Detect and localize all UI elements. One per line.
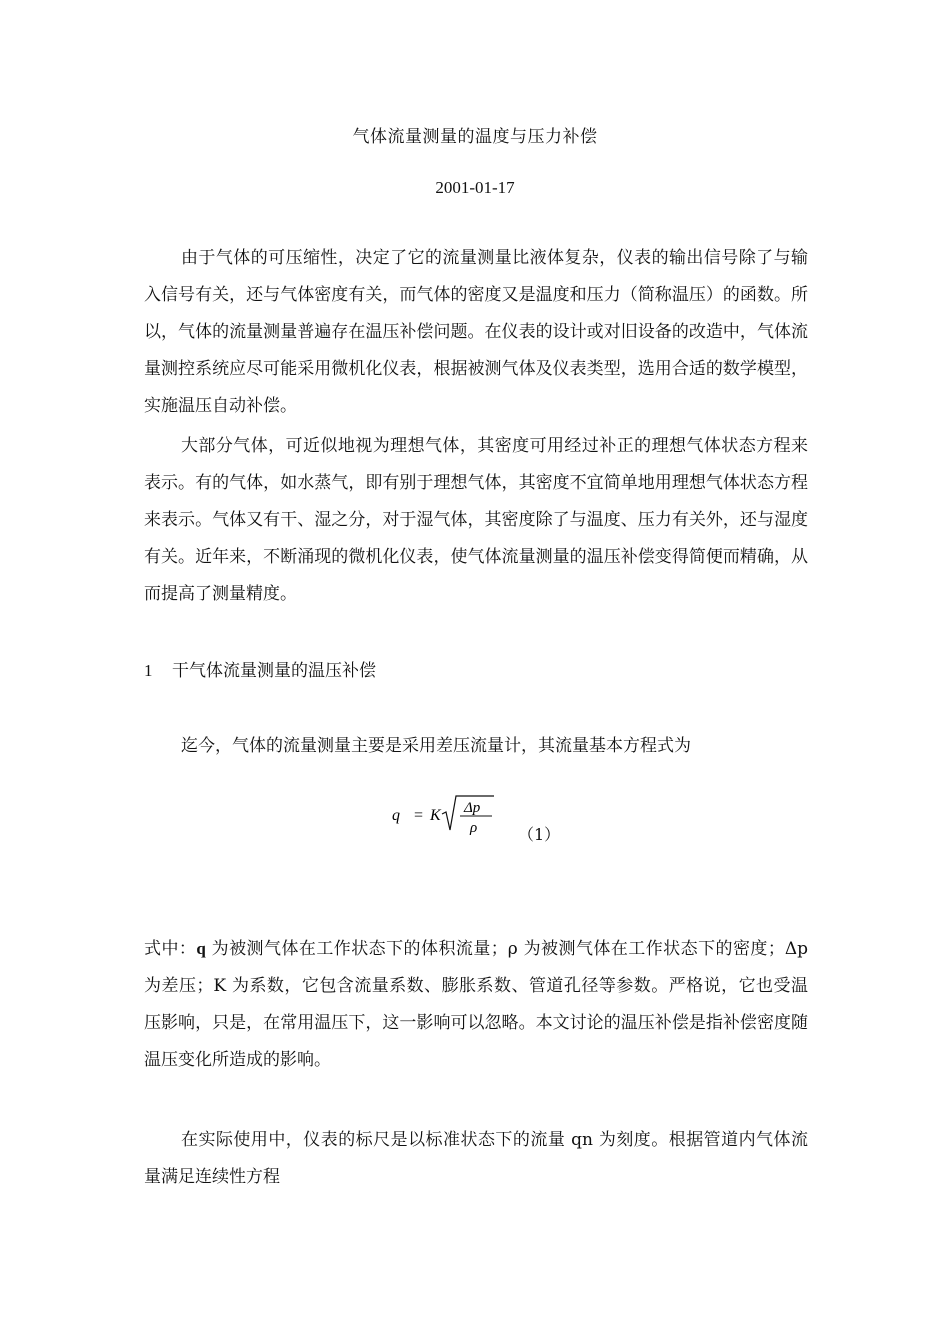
formula-equals: = [414,807,424,824]
formula-lhs: q [392,807,400,824]
formula-number: （1） [518,825,561,844]
section-number: 1 [144,661,153,680]
paragraph-standard-state: 在实际使用中，仪表的标尺是以标准状态下的流量 qn 为刻度。根据管道内气体流量满足连续性方程 [144,1130,808,1187]
formula-numerator: Δp [464,800,481,816]
document-title: 气体流量测量的温度与压力补偿 [352,127,598,147]
definitions-prefix: 式中： [144,939,197,959]
definitions-text: 为被测气体在工作状态下的体积流量；ρ 为被测气体在工作状态下的密度；Δp 为差压；K 为系数，它包含流量系数、膨胀系数、管道孔径等参数。严格说，它也受温压影响，只是，在常用温压下，这一影响可以忽略。本文讨论的温压补偿是指补偿密度随温压变化所造成的影响。 [144,939,809,1070]
formula-denominator: ρ [470,820,478,836]
paragraph-ideal-gas: 大部分气体，可近似地视为理想气体，其密度可用经过补正的理想气体状态方程来表示。有的气体，如水蒸气，即有别于理想气体，其密度不宜简单地用理想气体状态方程来表示。气体又有干、湿之分，对于湿气体，其密度除了与温度、压力有关外，还与湿度有关。近年来，不断涌现的微机化仪表，使气体流量测量的温压补偿变得简便而精确，从而提高了测量精度。 [144,436,808,604]
section-title: 干气体流量测量的温压补偿 [172,661,376,681]
document-date: 2001-01-17 [435,178,515,197]
section-heading [144,656,376,681]
symbol-q: q [196,939,206,958]
paragraph-intro: 由于气体的可压缩性，决定了它的流量测量比液体复杂，仪表的输出信号除了与输入信号有关，还与气体密度有关，而气体的密度又是温度和压力（简称温压）的函数。所以，气体的流量测量普遍存在温压补偿问题。在仪表的设计或对旧设备的改造中，气体流量测控系统应尽可能采用微机化仪表，根据被测气体及仪表类型，选用合适的数学模型，实施温压自动补偿。 [144,248,808,416]
paragraph-symbol-definitions [144,930,808,1079]
formula-coefficient: K [430,807,441,824]
paragraph-flow-equation-intro: 迄今，气体的流量测量主要是采用差压流量计，其流量基本方程式为 [181,736,691,756]
